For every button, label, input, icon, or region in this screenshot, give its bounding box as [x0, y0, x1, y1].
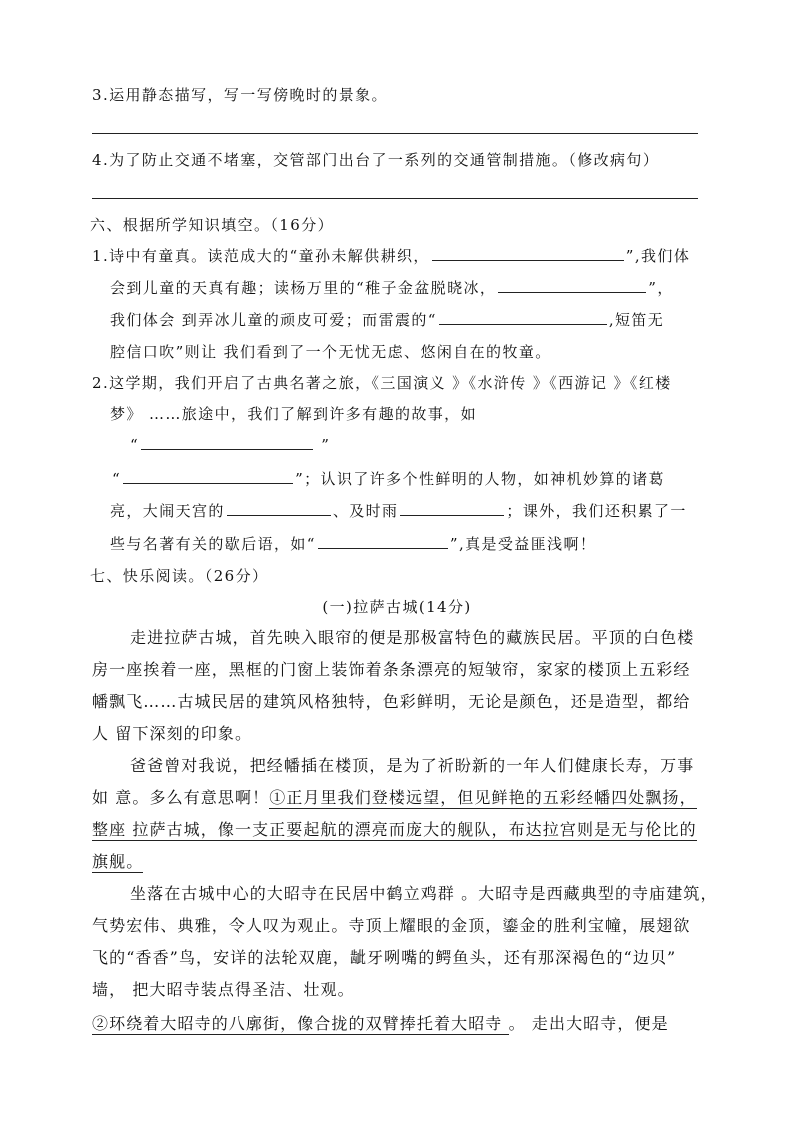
underlined-sentence-1: 旗舰。	[92, 852, 144, 871]
passage-line: 人 留下深刻的印象。	[92, 724, 253, 743]
s6-q2-line1: 2.这学期，我们开启了古典名著之旅，《三国演义 》《水浒传 》《西游记 》《红楼	[92, 374, 672, 392]
passage-line: 房一座挨着一座，黑框的门窗上装饰着条条漂亮的短皱帘，家家的楼顶上五彩经	[92, 660, 691, 679]
s6-q1-text-c: 会到儿童的天真有趣；读杨万里的“稚子金盆脱晓冰，	[110, 279, 497, 297]
question-3: 3.运用静态描写，写一写傍晚时的景象。	[92, 86, 388, 104]
s6-q1-text-e: 我们体会 到弄冰儿童的顽皮可爱；而雷震的“	[110, 311, 437, 329]
passage-text: 如 意。多么有意思啊！	[92, 788, 270, 807]
open-quote: “	[130, 436, 140, 454]
s6-q1-line1	[92, 246, 690, 266]
passage-line	[92, 788, 697, 808]
s6-q1-line4: 腔信口吹”则让 我们看到了一个无忧无虑、悠闲自在的牧童。	[110, 343, 552, 361]
passage-line: 爸爸曾对我说，把经幡插在楼顶，是为了祈盼新的一年人们健康长寿，万事	[130, 756, 695, 775]
underlined-sentence-1: ①正月里我们登楼远望，但见鲜艳的五彩经幡四处飘扬，	[269, 788, 697, 807]
underlined-sentence-1: 整座 拉萨古城，像一支正要起航的漂亮而庞大的舰队，布达拉宫则是无与伦比的	[92, 820, 697, 839]
s6-q1-text-b: ”,我们体	[625, 247, 691, 265]
s6-q2-text-e1: 亮，大闹天宫的	[110, 502, 225, 520]
fill-blank	[227, 501, 331, 516]
fill-blank	[432, 246, 624, 261]
passage-line: 气势宏伟、典雅，令人叹为观止。寺顶上耀眼的金顶，鎏金的胜利宝幢，展翅欲	[92, 916, 691, 935]
s6-q1-text-f: ,短笛无	[608, 311, 665, 329]
open-quote: “	[112, 470, 122, 488]
s6-q2-text-f1: 些与名著有关的歇后语，如“	[110, 535, 316, 553]
passage-line: 幡飘飞……古城民居的建筑风格独特，色彩鲜明，无论是颜色，还是造型，都给	[92, 692, 691, 711]
passage-line	[92, 1014, 669, 1034]
question-4: 4.为了防止交通不堵塞，交管部门出台了一系列的交通管制措施。（修改病句）	[92, 151, 660, 169]
passage-text: 。 走出大昭寺，便是	[508, 1014, 669, 1033]
s6-q2-line3	[130, 435, 330, 455]
s6-q2-line4	[112, 469, 665, 489]
s6-q2-text-d: ”；认识了许多个性鲜明的人物，如神机妙算的诸葛	[295, 470, 665, 488]
answer-line-4	[92, 198, 698, 199]
s6-q2-text-e3: ；课外，我们还积累了一	[506, 502, 687, 520]
fill-blank	[318, 534, 448, 549]
fill-blank	[439, 310, 607, 325]
passage-line: 墙， 把大昭寺装点得圣洁、壮观。	[92, 980, 355, 999]
passage-line	[92, 820, 697, 840]
section-7-title: 七、快乐阅读。（26分）	[90, 567, 269, 585]
s6-q1-line2	[110, 278, 674, 298]
s6-q1-line3	[110, 310, 664, 330]
close-quote: ”	[315, 436, 331, 454]
passage-line	[92, 852, 143, 872]
s6-q2-line6	[110, 534, 596, 554]
passage-line: 坐落在古城中心的大昭寺在民居中鹤立鸡群 。大昭寺是西藏典型的寺庙建筑，	[130, 884, 718, 903]
underlined-sentence-2: ②环绕着大昭寺的八廓街，像合拢的双臂捧托着大昭寺	[92, 1014, 509, 1033]
passage-line: 走进拉萨古城，首先映入眼帘的便是那极富特色的藏族民居。平顶的白色楼	[130, 628, 695, 647]
s6-q1-text-a: 1.诗中有童真。读范成大的“童孙未解供耕织，	[92, 247, 430, 265]
s6-q2-text-e2: 、及时雨	[332, 502, 399, 520]
section-6-title: 六、根据所学知识填空。（16分）	[90, 216, 334, 234]
s6-q2-line2: 梦》 ……旅途中，我们了解到许多有趣的故事，如	[110, 405, 477, 423]
s6-q2-line5	[110, 501, 687, 521]
fill-blank	[141, 435, 313, 450]
passage-line: 飞的“香香”鸟，安详的法轮双鹿，龇牙咧嘴的鳄鱼头，还有那深褐色的“边贝”	[92, 948, 677, 967]
fill-blank	[498, 278, 646, 293]
fill-blank	[123, 469, 293, 484]
s6-q1-text-d: ”，	[648, 279, 674, 297]
answer-line-3	[92, 133, 698, 134]
s6-q2-text-f2: ”,真是受益匪浅啊！	[449, 535, 597, 553]
passage-title: (一)拉萨古城(14分)	[322, 598, 472, 616]
fill-blank	[400, 501, 504, 516]
